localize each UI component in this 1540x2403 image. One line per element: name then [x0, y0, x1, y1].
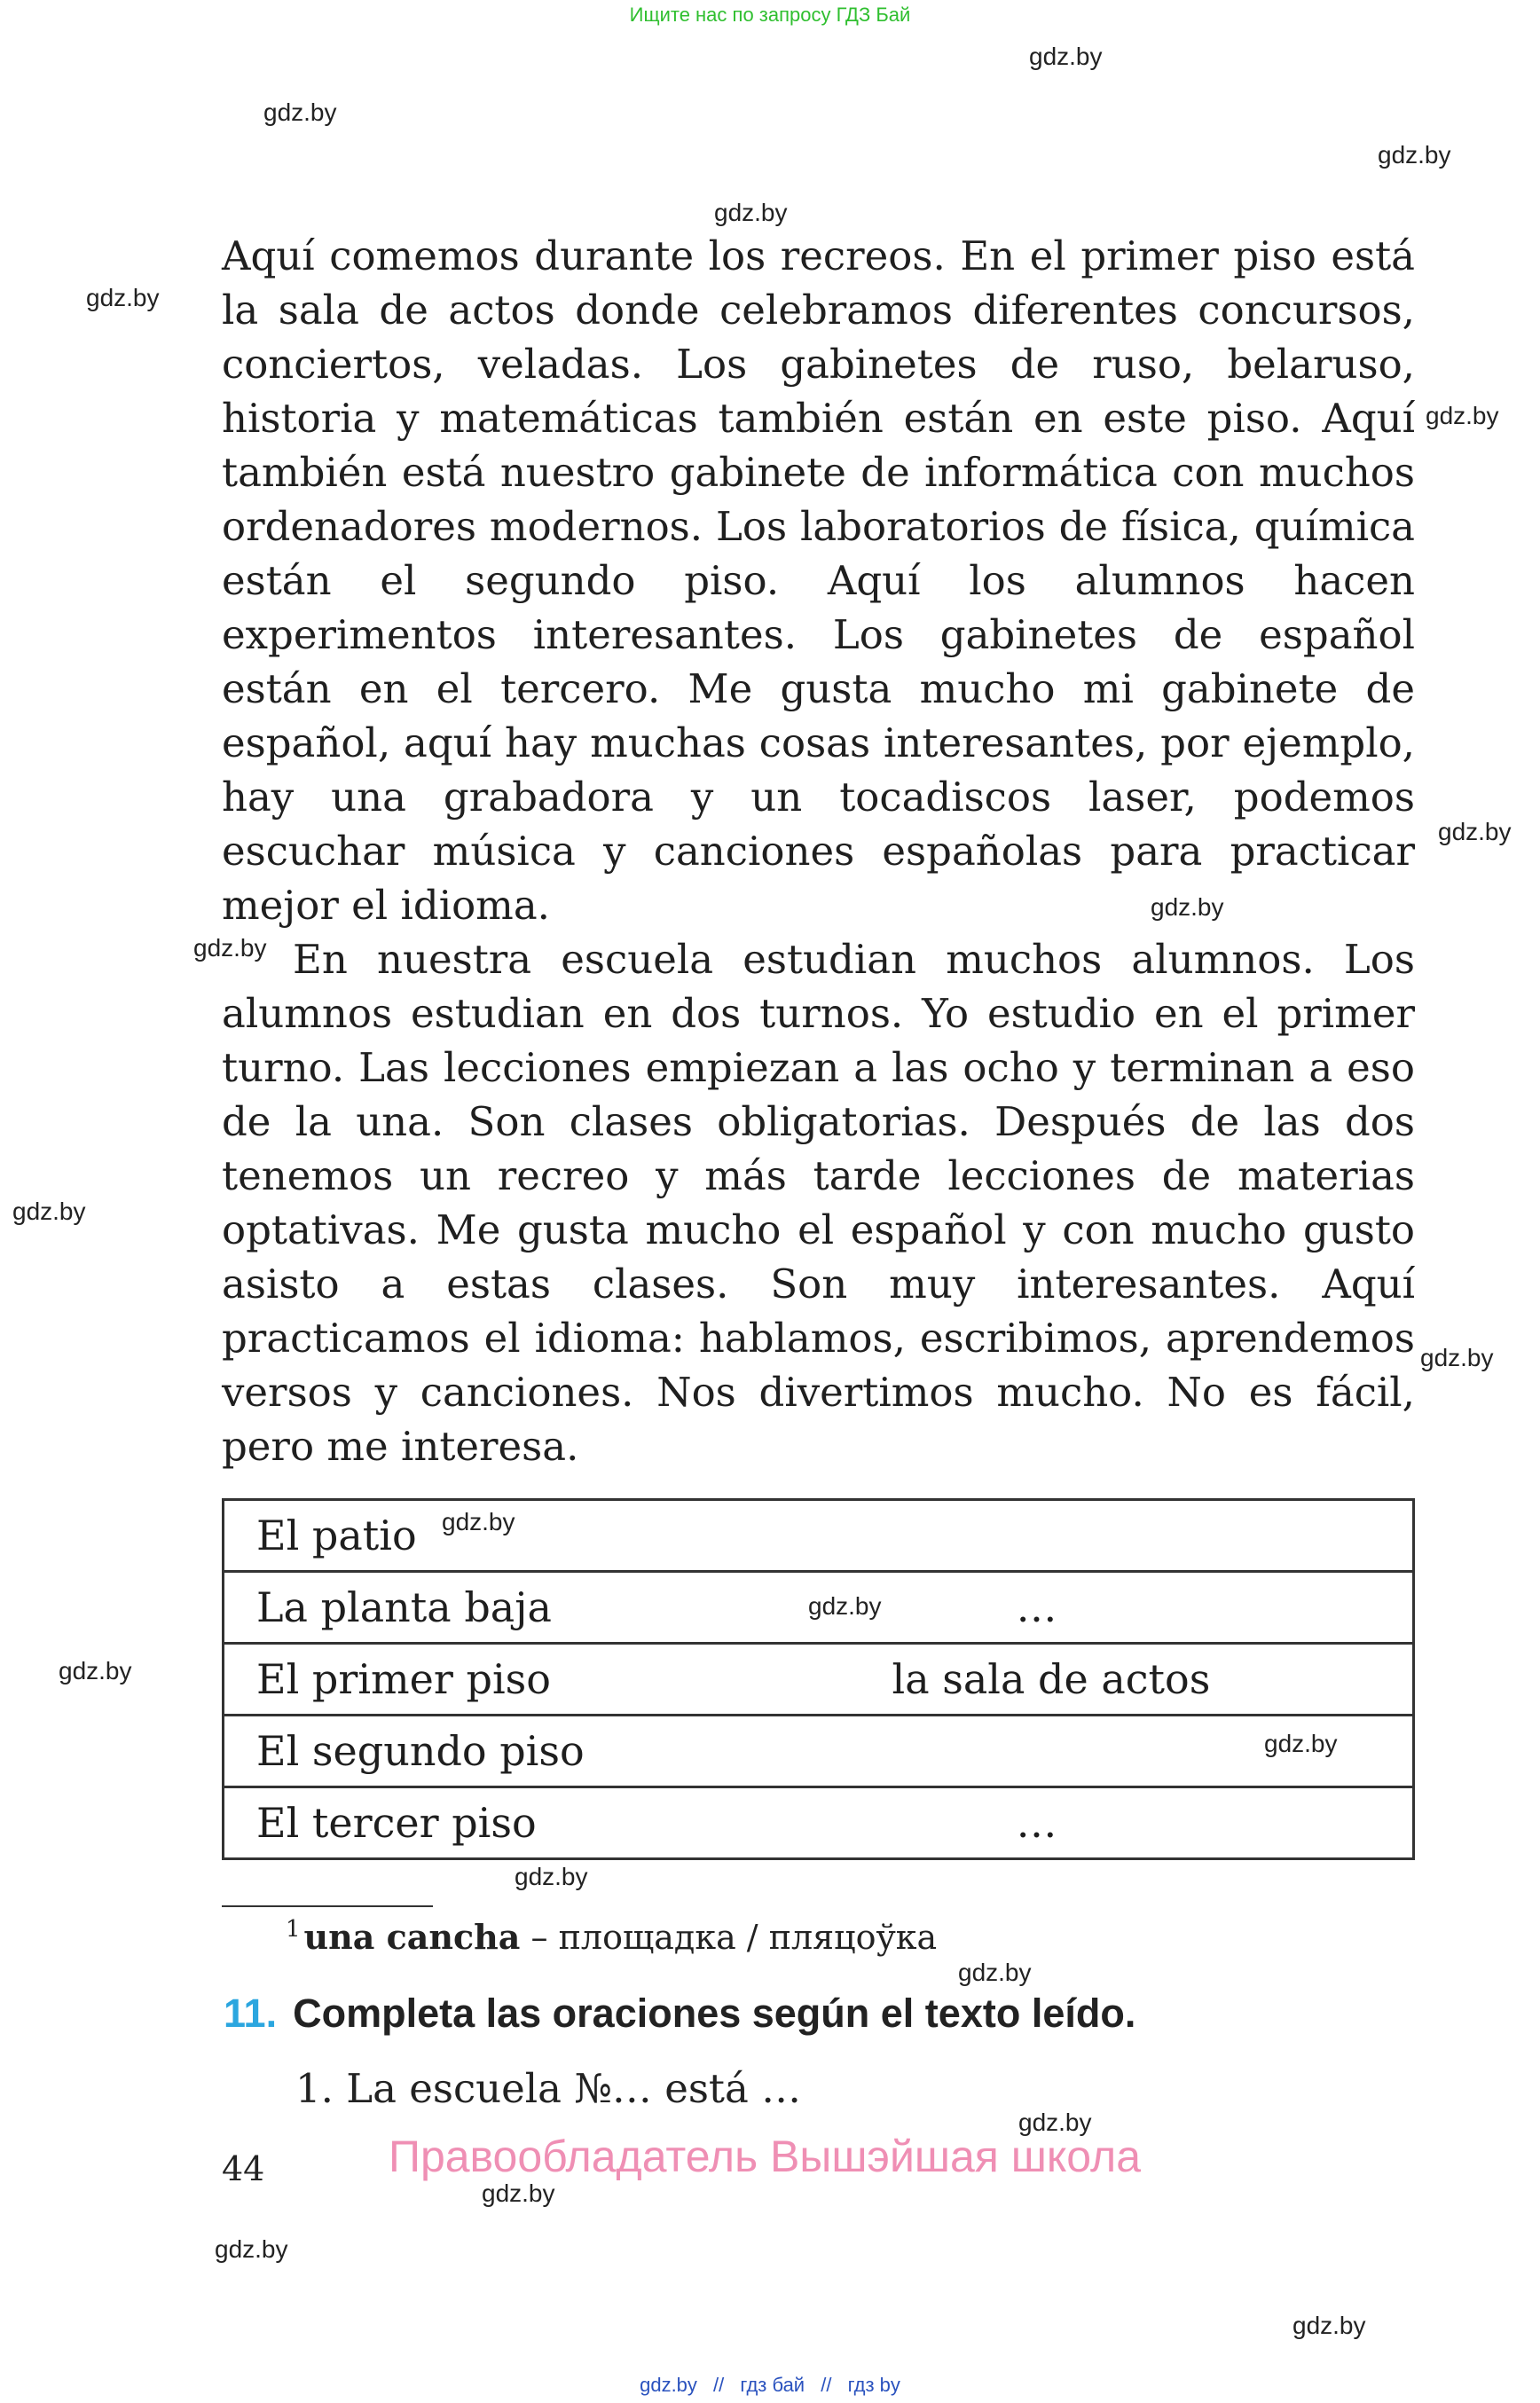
- footnote: [286, 1916, 937, 1957]
- floor-cell: El primer piso: [224, 1644, 892, 1716]
- room-cell: la sala de actos: [892, 1644, 1414, 1716]
- paragraph: Aquí comemos durante los recreos. En el primer piso está la sala de actos donde celebramos diferentes concursos, conciertos, veladas. Los gabinetes de ruso, belaruso, historia y matemáticas también están en este piso. Aquí también está nuestro gabinete de informática con muchos ordenadores modernos. Los laboratorios de física, química están el segundo piso. Aquí los alumnos hacen experimentos interesantes. Los gabinetes de español están en el tercero. Me gusta mucho mi gabinete de español, aquí hay muchas cosas interesantes, por ejemplo, hay una grabadora y un tocadiscos laser, podemos escuchar música y canciones españolas para practicar mejor el idioma.: [222, 232, 1415, 929]
- reading-text: [222, 229, 1415, 1473]
- footnote-divider: [222, 1905, 433, 1907]
- link-gdz-by-cyr[interactable]: гдз by: [847, 2374, 900, 2396]
- watermark: gdz.by: [808, 1592, 882, 1620]
- paragraph: En nuestra escuela estudian muchos alumnos. Los alumnos estudian en dos turnos. Yo estudio en el primer turno. Las lecciones empiezan a las ocho y terminan a eso de la una. Son clases obligatorias. Después de las dos tenemos un recreo y más tarde lecciones de materias optativas. Me gusta mucho el español y con mucho gusto asisto a estas clases. Son muy interesantes. Aquí practicamos el idioma: hablamos, escribimos, aprendemos versos y canciones. Nos divertimos mucho. No es fácil, pero me interesa.: [222, 936, 1415, 1470]
- link-separator: //: [713, 2374, 725, 2396]
- floor-cell: El patio: [224, 1500, 892, 1572]
- watermark: gdz.by: [1029, 43, 1103, 70]
- floor-cell: La planta baja: [224, 1572, 892, 1644]
- room-cell: [892, 1500, 1414, 1572]
- watermark: gdz.by: [193, 934, 267, 962]
- watermark: gdz.by: [86, 284, 160, 311]
- exercise-sentence: 1. La escuela №… está …: [295, 2065, 802, 2112]
- table-row: [224, 1716, 1414, 1787]
- watermark: gdz.by: [263, 98, 337, 126]
- exercise-number: 11.: [224, 1991, 278, 2036]
- watermark: gdz.by: [1292, 2312, 1366, 2339]
- exercise-instruction: Completa las oraciones según el texto leído.: [293, 1991, 1136, 2036]
- watermark: gdz.by: [59, 1657, 132, 1684]
- link-separator: //: [821, 2374, 832, 2396]
- room-cell: …: [892, 1787, 1414, 1859]
- watermark: gdz.by: [1420, 1344, 1494, 1371]
- page-number: 44: [222, 2149, 265, 2188]
- watermark: gdz.by: [515, 1863, 588, 1890]
- top-banner[interactable]: Ищите нас по запросу ГДЗ Бай: [629, 4, 911, 26]
- watermark: gdz.by: [1264, 1730, 1338, 1757]
- watermark: gdz.by: [442, 1508, 515, 1535]
- link-gdz-bai[interactable]: гдз бай: [740, 2374, 805, 2396]
- watermark: gdz.by: [1151, 893, 1224, 921]
- watermark: gdz.by: [215, 2235, 288, 2263]
- floors-table: [222, 1498, 1415, 1860]
- bottom-links: [0, 2374, 1540, 2397]
- floor-cell: El segundo piso: [224, 1716, 892, 1787]
- watermark: gdz.by: [12, 1198, 86, 1225]
- room-cell: …: [892, 1572, 1414, 1644]
- link-gdz-by[interactable]: gdz.by: [640, 2374, 697, 2396]
- watermark: gdz.by: [482, 2179, 555, 2207]
- table-row: [224, 1787, 1414, 1859]
- watermark: gdz.by: [1438, 818, 1512, 845]
- watermark: gdz.by: [1378, 141, 1451, 169]
- watermark: gdz.by: [958, 1959, 1032, 1986]
- room-cell: [892, 1716, 1414, 1787]
- footnote-translation: – площадка / пляцоўка: [520, 1918, 938, 1957]
- watermark: gdz.by: [1426, 402, 1499, 429]
- floor-cell: El tercer piso: [224, 1787, 892, 1859]
- watermark: gdz.by: [714, 199, 788, 226]
- footnote-term: una cancha: [303, 1917, 521, 1957]
- exercise-heading: [224, 1991, 1135, 2037]
- table-row: [224, 1572, 1414, 1644]
- table-row: [224, 1500, 1414, 1572]
- rights-holder: Правообладатель Вышэйшая школа: [389, 2132, 1141, 2181]
- watermark: gdz.by: [1018, 2109, 1092, 2136]
- footnote-marker: 1: [286, 1916, 301, 1943]
- table-row: [224, 1644, 1414, 1716]
